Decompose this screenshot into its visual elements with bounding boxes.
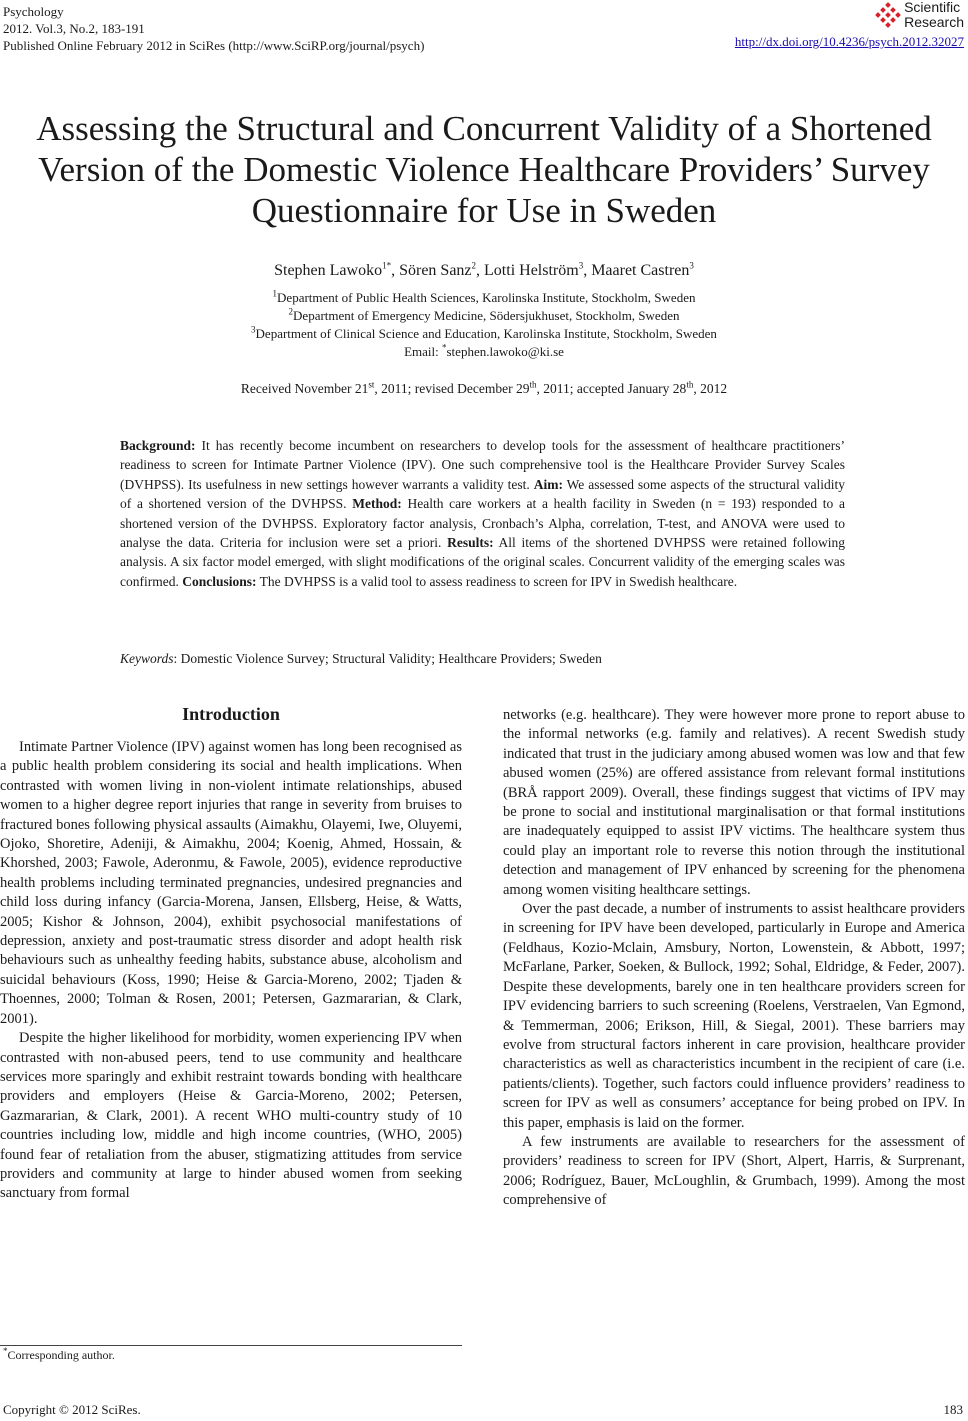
abstract-conclusions-label: Conclusions: xyxy=(182,573,257,589)
title-line: Assessing the Structural and Concurrent Validity of a Shortened xyxy=(36,109,932,148)
affiliation: $^3$Department of Clinical Science and Education, Karolinska Institute, Stockholm, Sweden xyxy=(251,324,717,341)
body-column-left xyxy=(0,738,462,1204)
abstract-aim-label: Aim: xyxy=(533,476,563,492)
body-paragraph: A few instruments are available to researchers for the assessment of providers’ readiness to screen for IPV (Short, Alpert, Harris, & Surprenant, 2006; Rodríguez, Bauer, McLoughlin, & Grumbach, 1999). Among the most comprehensive of xyxy=(503,1133,965,1209)
journal-name: Psychology xyxy=(3,4,64,19)
copyright-notice: Copyright © 2012 SciRes. xyxy=(3,1402,141,1417)
page-number: 183 xyxy=(943,1402,963,1417)
abstract-method-label: Method: xyxy=(352,496,402,512)
abstract-results-label: Results: xyxy=(447,535,494,551)
body-paragraph: Intimate Partner Violence (IPV) against women has long been recognised as a public health problem considering its social and health implications. When contrasted with women living in non-violent intimate relationships, abused women to a higher degree report injuries that range in severity from bruises to fractured bones following physical assaults (Aimakhu, Olayemi, Iwe, Oluyemi, Ojoko, Shoretire, Adeniji, & Aimakhu, 2004; Koenig, Ahmed, Hossain, & Khorshed, 2003; Fawole, Aderonmu, & Fawole, 2005), evidence reproductive health problems including terminated pregnancies, undesired pregnancies and child loss during infancy (Garcia-Morena, Jansen, Ellsberg, Heise, & Watts, 2005; Kishor & Johnson, 2004), exhibit psychosocial manifestations of depression, anxiety and post-traumatic stress disorder and adopt health risk behaviours such as unhealthy feeding habits, substance abuse, alcoholism and suicidal behaviours (Koss, 1990; Heise & Garcia-Moreno, 2002; Tjaden & Thoennes, 2000; Tolman & Rosen, 2001; Petersen, Gazmararian, & Clark, 2001). xyxy=(0,739,462,1027)
author-marker: 3 xyxy=(578,260,584,271)
received-dates: Received November 21st, 2011; revised December 29th, 2011; accepted January 28th, 2012 xyxy=(240,379,728,396)
footnote: *Corresponding author. xyxy=(3,1346,115,1362)
logo-text-line2: Research xyxy=(904,14,964,30)
keywords: Keywords: Domestic Violence Survey; Structural Validity; Healthcare Providers; Sweden xyxy=(120,651,602,666)
author-name: Stephen Lawoko xyxy=(274,262,383,279)
scientific-research-logo-icon xyxy=(875,2,901,28)
abstract: Background: It has recently become incumbent on researchers to develop tools for the assessment of healthcare practitioners’ readiness to screen for Intimate Partner Violence (IPV). One such comprehensive tool is the Healthcare Provider Survey Scales (DVHPSS). Its usefulness in new settings however warrants a validity test. Aim: We assessed some aspects of the structural validity of a shortened version of the DVHPSS. Method: Health care workers at a health facility in Sweden (n = 193) responded to a shortened version of the DVHPSS. Exploratory factor analysis, Cronbach’s Alpha, correlation, T-test, and ANOVA were used to analyse the data. Criteria for inclusion were set a priori. Results: All items of the shortened DVHPSS were retained following analysis. A six factor model emerged, with slight modifications of the original scales. Concurrent validity of the emerging scales was confirmed. Conclusions: The DVHPSS is a valid tool to assess readiness to screen for IPV in Swedish healthcare. xyxy=(120,438,846,589)
email-address: stephen.lawoko@ki.se xyxy=(446,344,564,359)
logo-text-line1: Scientific xyxy=(904,0,961,15)
journal-volume: 2012. Vol.3, No.2, 183-191 xyxy=(3,21,145,36)
publisher-header xyxy=(735,0,964,50)
publisher-logo xyxy=(735,0,964,30)
paper-title xyxy=(0,108,968,231)
journal-header xyxy=(3,3,424,54)
body-column-right xyxy=(503,706,965,1211)
affiliations xyxy=(0,289,968,361)
author-name: Lotti Helström xyxy=(484,262,579,279)
section-heading-introduction: Introduction xyxy=(182,704,280,724)
author-marker: 2 xyxy=(471,260,477,271)
title-line: Questionnaire for Use in Sweden xyxy=(251,191,717,230)
affiliation: $^1$Department of Public Health Sciences, Karolinska Institute, Stockholm, Sweden xyxy=(272,288,696,305)
affiliation: $^2$Department of Emergency Medicine, Södersjukhuset, Stockholm, Sweden xyxy=(288,306,680,323)
body-paragraph: Over the past decade, a number of instruments to assist healthcare providers in screening for IPV have been developed, particularly in Europe and America (Feldhaus, Kozio-Mclain, Amsbury, Norton, Lowenstein, & Abbott, 1997; McFarlane, Parker, Soeken, & Bullock, 1992; Sohal, Eldridge, & Feder, 2007). Despite these developments, barely one in ten healthcare providers screen for IPV evidencing barriers to such screening (Roelens, Verstraelen, Van Egmond, & Temmerman, 2006; Erikson, Hill, & Siegal, 2001). These barriers may evolve from structural factors inherent in care provision, healthcare provider characteristics as well as characteristics incumbent in the recipient of care (i.e. patients/clients). Together, such factors could influence providers’ readiness to screen for IPV as well as consumers’ acceptance for being probed on IPV. In this paper, emphasis is laid on the former. xyxy=(503,901,965,1131)
contact-email: Email: *stephen.lawoko@ki.se xyxy=(404,342,564,359)
title-line: Version of the Domestic Violence Healthcare Providers’ Survey xyxy=(38,150,930,189)
doi-link[interactable]: http://dx.doi.org/10.4236/psych.2012.32027 xyxy=(734,34,964,49)
footnote-divider xyxy=(0,1345,462,1346)
author-name: Sören Sanz xyxy=(399,262,472,279)
author-list: Stephen Lawoko$^{1*}$, Sören Sanz$^2$, Lotti Helström$^3$, Maaret Castren$^3$ xyxy=(274,260,694,279)
body-paragraph: networks (e.g. healthcare). They were however more prone to report abuse to the informal networks (e.g. family and relatives). A recent Swedish study indicated that trust in the judiciary among abused women was low and that few abused women (25%) are offered assistance from relevant formal institutions (BRÅ rapport 2009). Overall, these findings suggest that victims of IPV may be prone to social and institutional marginalisation or that formal institutions are inadequately equipped to assist IPV victims. The healthcare system thus could play an important role to reverse this notion through the institutional detection and management of IPV enhanced by screening for the phenomena among women visiting healthcare settings. xyxy=(503,707,965,898)
author-name: Maaret Castren xyxy=(591,262,690,279)
keywords-label: Keywords xyxy=(120,651,174,666)
publication-info: Published Online February 2012 in SciRes (http://www.SciRP.org/journal/psych) xyxy=(3,38,425,53)
abstract-background-label: Background: xyxy=(120,438,196,453)
body-paragraph: Despite the higher likelihood for morbidity, women experiencing IPV when contrasted with non-abused peers, tend to use community and healthcare services more sparingly and exhibit restraint towards bonding with healthcare providers and employers (Heise & Garcia-Moreno, 2002; Petersen, Gazmararian, & Clark, 2001). A recent WHO multi-country study of 10 countries including low, middle and high income countries, (WHO, 2005) found fear of retaliation from the abuser, stigmatizing attitudes from service providers and community at large to hinder abused women from seeking sanctuary from formal xyxy=(0,1030,462,1202)
author-marker: 1* xyxy=(382,260,392,271)
author-marker: 3 xyxy=(689,260,694,271)
